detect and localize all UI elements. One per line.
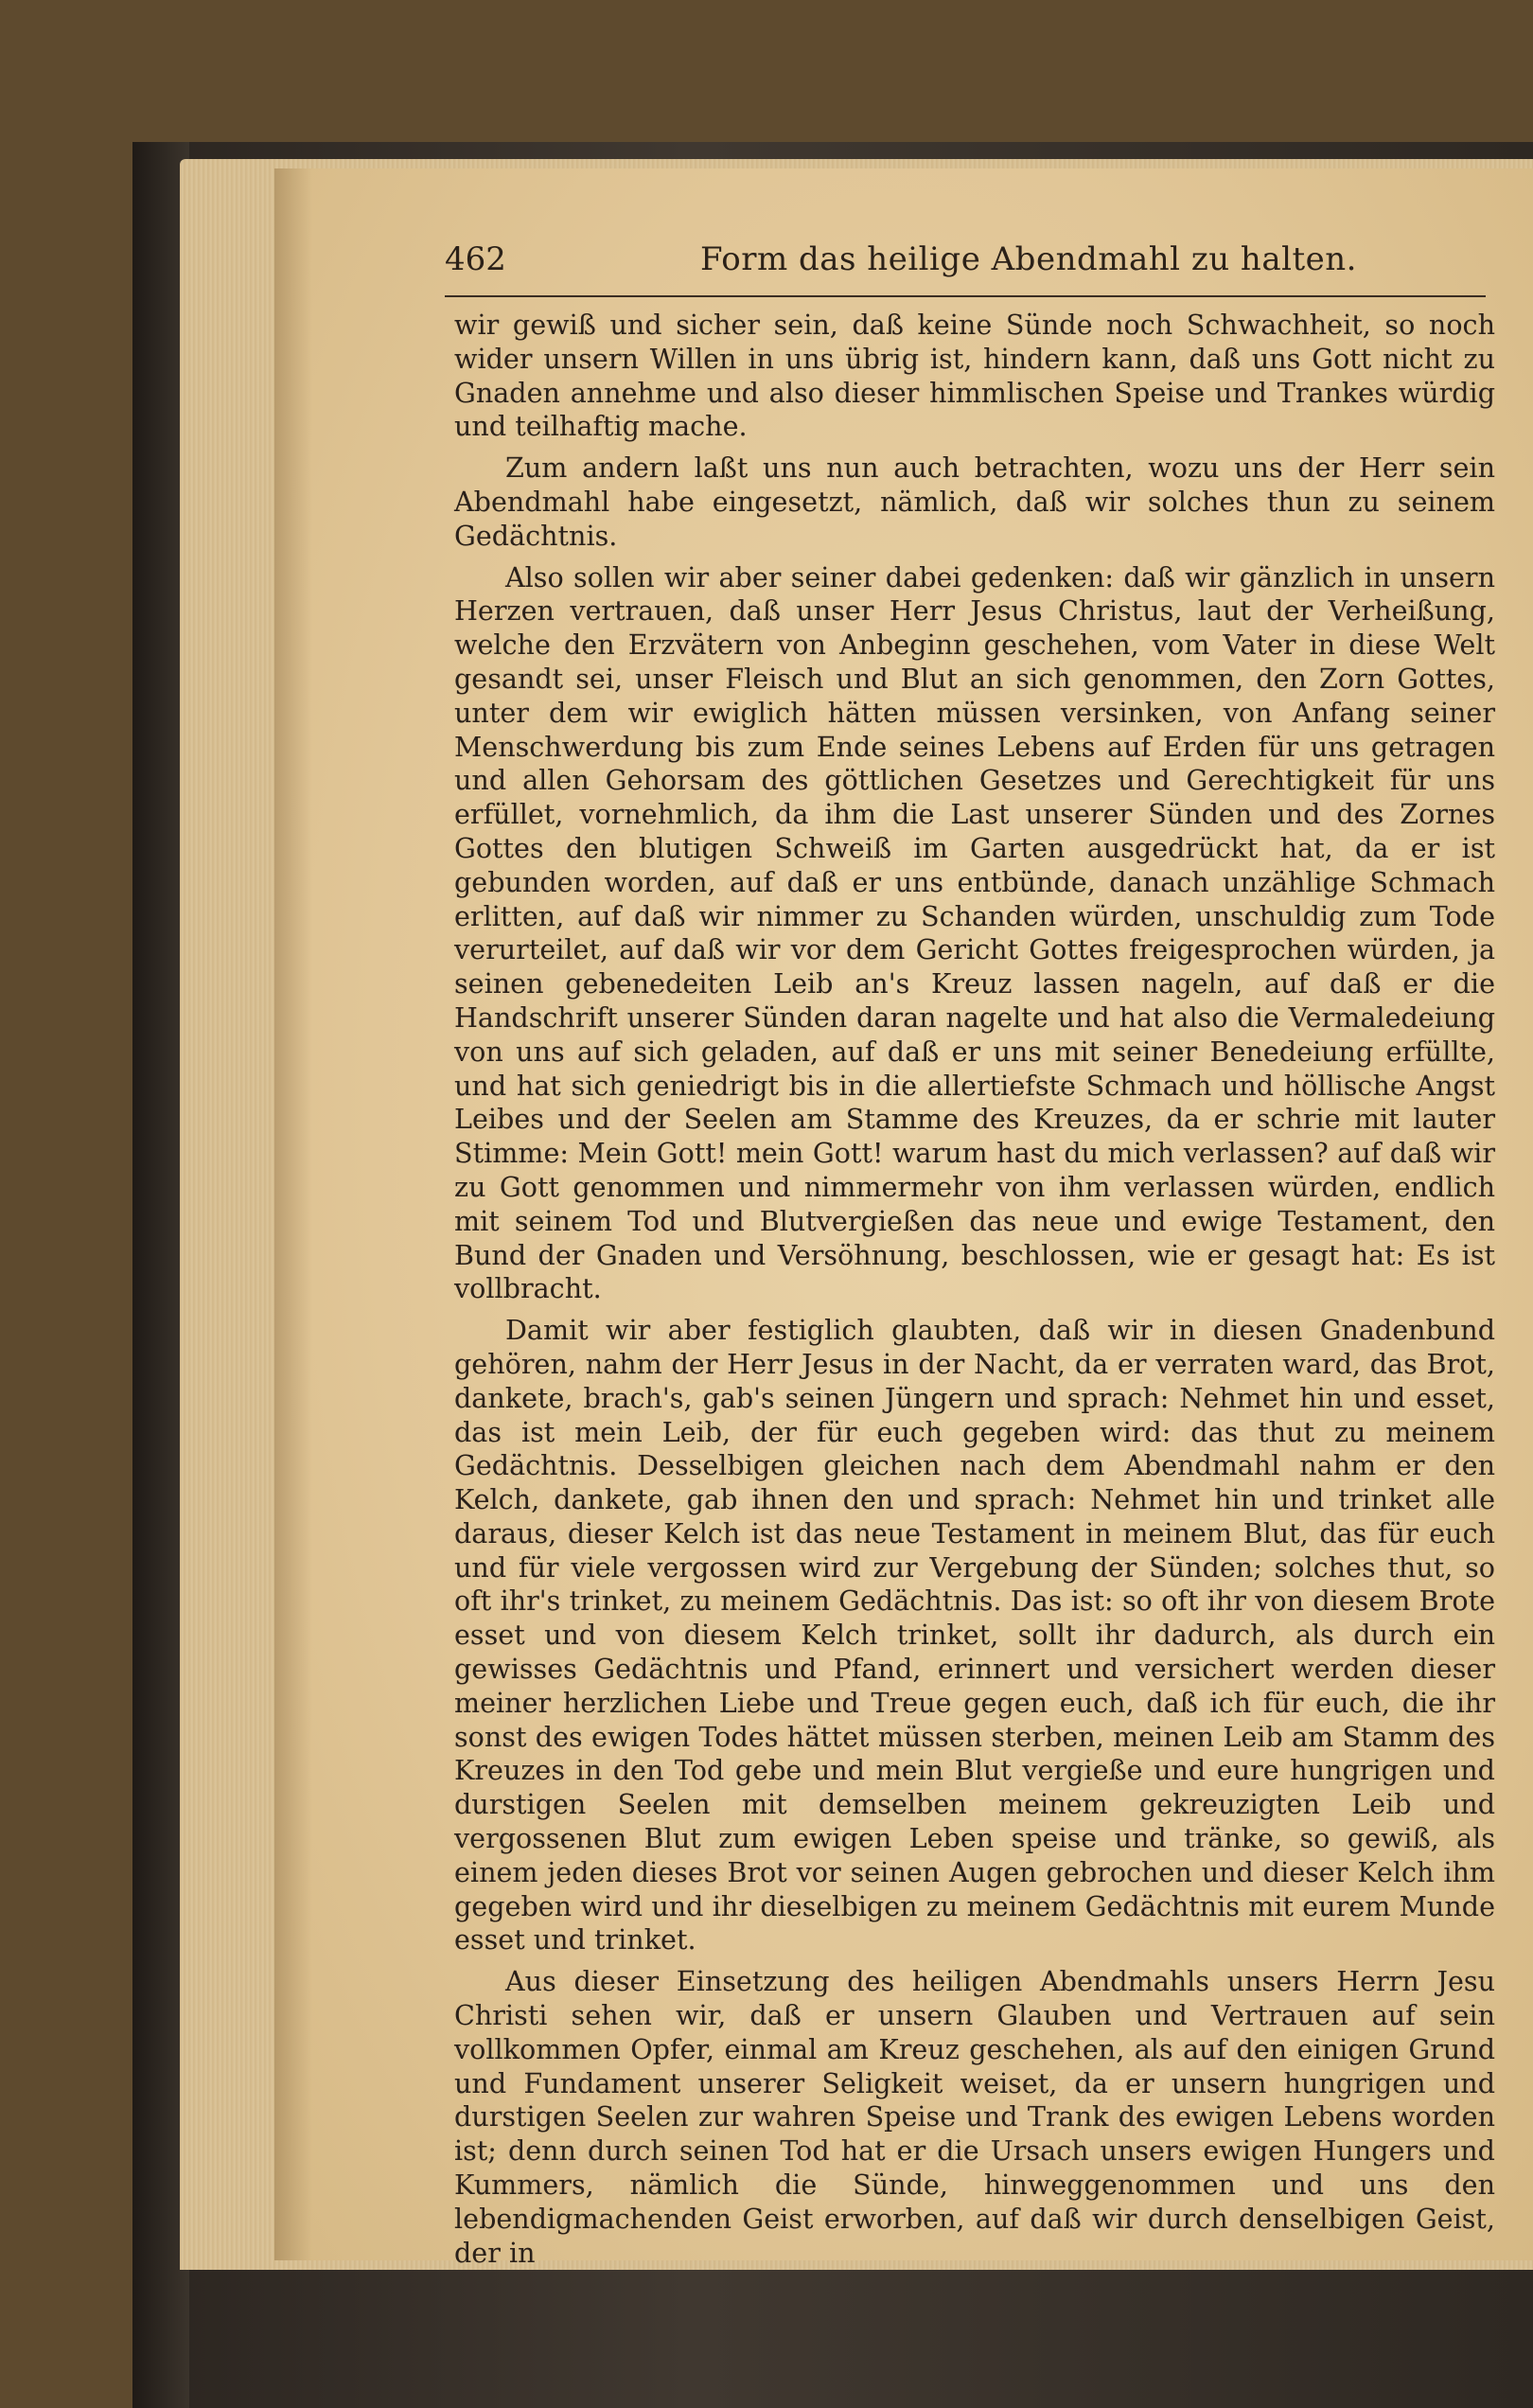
body-text <box>454 309 1495 2277</box>
gutter-shadow <box>274 168 312 2260</box>
page-header <box>445 237 1486 290</box>
running-title: Form das heilige Abendmahl zu halten. <box>700 240 1357 278</box>
paragraph-5: Aus dieser Einsetzung des heiligen Abendmahls unsers Herrn Jesu Christi sehen wir, daß er unsern Glauben und Vertrauen auf sein vollkommen Opfer, einmal am Kreuz geschehen, als auf den einigen Grund und Fundament unserer Seligkeit weiset, da er unsern hungrigen und durstigen Seelen zur wahren Speise und Trank des ewigen Lebens worden ist; denn durch seinen Tod hat er die Ursach unsers ewigen Hungers und Kummers, nämlich die Sünde, hinweggenommen und uns den lebendigmachenden Geist erworben, auf daß wir durch denselbigen Geist, der in <box>454 1965 1495 2269</box>
header-rule <box>445 295 1486 297</box>
paragraph-4: Damit wir aber festiglich glaubten, daß wir in diesen Gnadenbund gehören, nahm der Herr Jesus in der Nacht, da er verraten ward, das Brot, dankete, brach's, gab's seinen Jüngern und sprach: Nehmet hin und esset, das ist mein Leib, der für euch gegeben wird: das thut zu meinem Gedächtnis. Desselbigen gleichen nach dem Abendmahl nahm er den Kelch, dankete, gab ihnen den und sprach: Nehmet hin und trinket alle daraus, dieser Kelch ist das neue Testament in meinem Blut, das für euch und für viele vergossen wird zur Vergebung der Sünden; solches thut, so oft ihr's trinket, zu meinem Gedächtnis. Das ist: so oft ihr von diesem Brote esset und von diesem Kelch trinket, sollt ihr dadurch, als durch ein gewisses Gedächtnis und Pfand, erinnert und versichert werden dieser meiner herzlichen Liebe und Treue gegen euch, daß ich für euch, die ihr sonst des ewigen Todes hättet müssen sterben, meinen Leib am Stamm des Kreuzes in den Tod gebe und mein Blut vergieße und eure hungrigen und durstigen Seelen mit demselben meinem gekreuzigten Leib und vergossenen Blut zum ewigen Leben speise und tränke, so gewiß, als einem jeden dieses Brot vor seinen Augen gebrochen und dieser Kelch ihm gegeben wird und ihr dieselbigen zu meinem Gedächtnis mit eurem Munde esset und trinket. <box>454 1314 1495 1956</box>
paragraph-3: Also sollen wir aber seiner dabei gedenken: daß wir gänzlich in unsern Herzen vertrauen, daß unser Herr Jesus Christus, laut der Verheißung, welche den Erzvätern von Anbeginn geschehen, vom Vater in diese Welt gesandt sei, unser Fleisch und Blut an sich genommen, den Zorn Gottes, unter dem wir ewiglich hätten müssen versinken, von Anfang seiner Menschwerdung bis zum Ende seines Lebens auf Erden für uns getragen und allen Gehorsam des göttlichen Gesetzes und Gerechtigkeit für uns erfüllet, vornehmlich, da ihm die Last unserer Sünden und des Zornes Gottes den blutigen Schweiß im Garten ausgedrückt hat, da er ist gebunden worden, auf daß er uns entbünde, danach unzählige Schmach erlitten, auf daß wir nimmer zu Schanden würden, unschuldig zum Tode verurteilet, auf daß wir vor dem Gericht Gottes freigesprochen würden, ja seinen gebenedeiten Leib an's Kreuz lassen nageln, auf daß er die Handschrift unserer Sünden daran nagelte und hat also die Vermaledeiung von uns auf sich geladen, auf daß er uns mit seiner Benedeiung erfüllte, und hat sich geniedrigt bis in die allertiefste Schmach und höllische Angst Leibes und der Seelen am Stamme des Kreuzes, da er schrie mit lauter Stimme: Mein Gott! mein Gott! warum hast du mich verlassen? auf daß wir zu Gott genommen und nimmermehr von ihm verlassen würden, endlich mit seinem Tod und Blutvergießen das neue und ewige Testament, den Bund der Gnaden und Versöhnung, beschlossen, wie er gesagt hat: Es ist vollbracht. <box>454 560 1495 1305</box>
page-number: 462 <box>445 240 506 278</box>
paragraph-1: wir gewiß und sicher sein, daß keine Sünde noch Schwachheit, so noch wider unsern Willen in uns übrig ist, hindern kann, daß uns Gott nicht zu Gnaden annehme und also dieser himmlischen Speise und Trankes würdig und teilhaftig mache. <box>454 309 1495 443</box>
paragraph-2: Zum andern laßt uns nun auch betrachten, wozu uns der Herr sein Abendmahl habe eingesetzt, nämlich, daß wir solches thun zu seinem Gedächtnis. <box>454 452 1495 552</box>
